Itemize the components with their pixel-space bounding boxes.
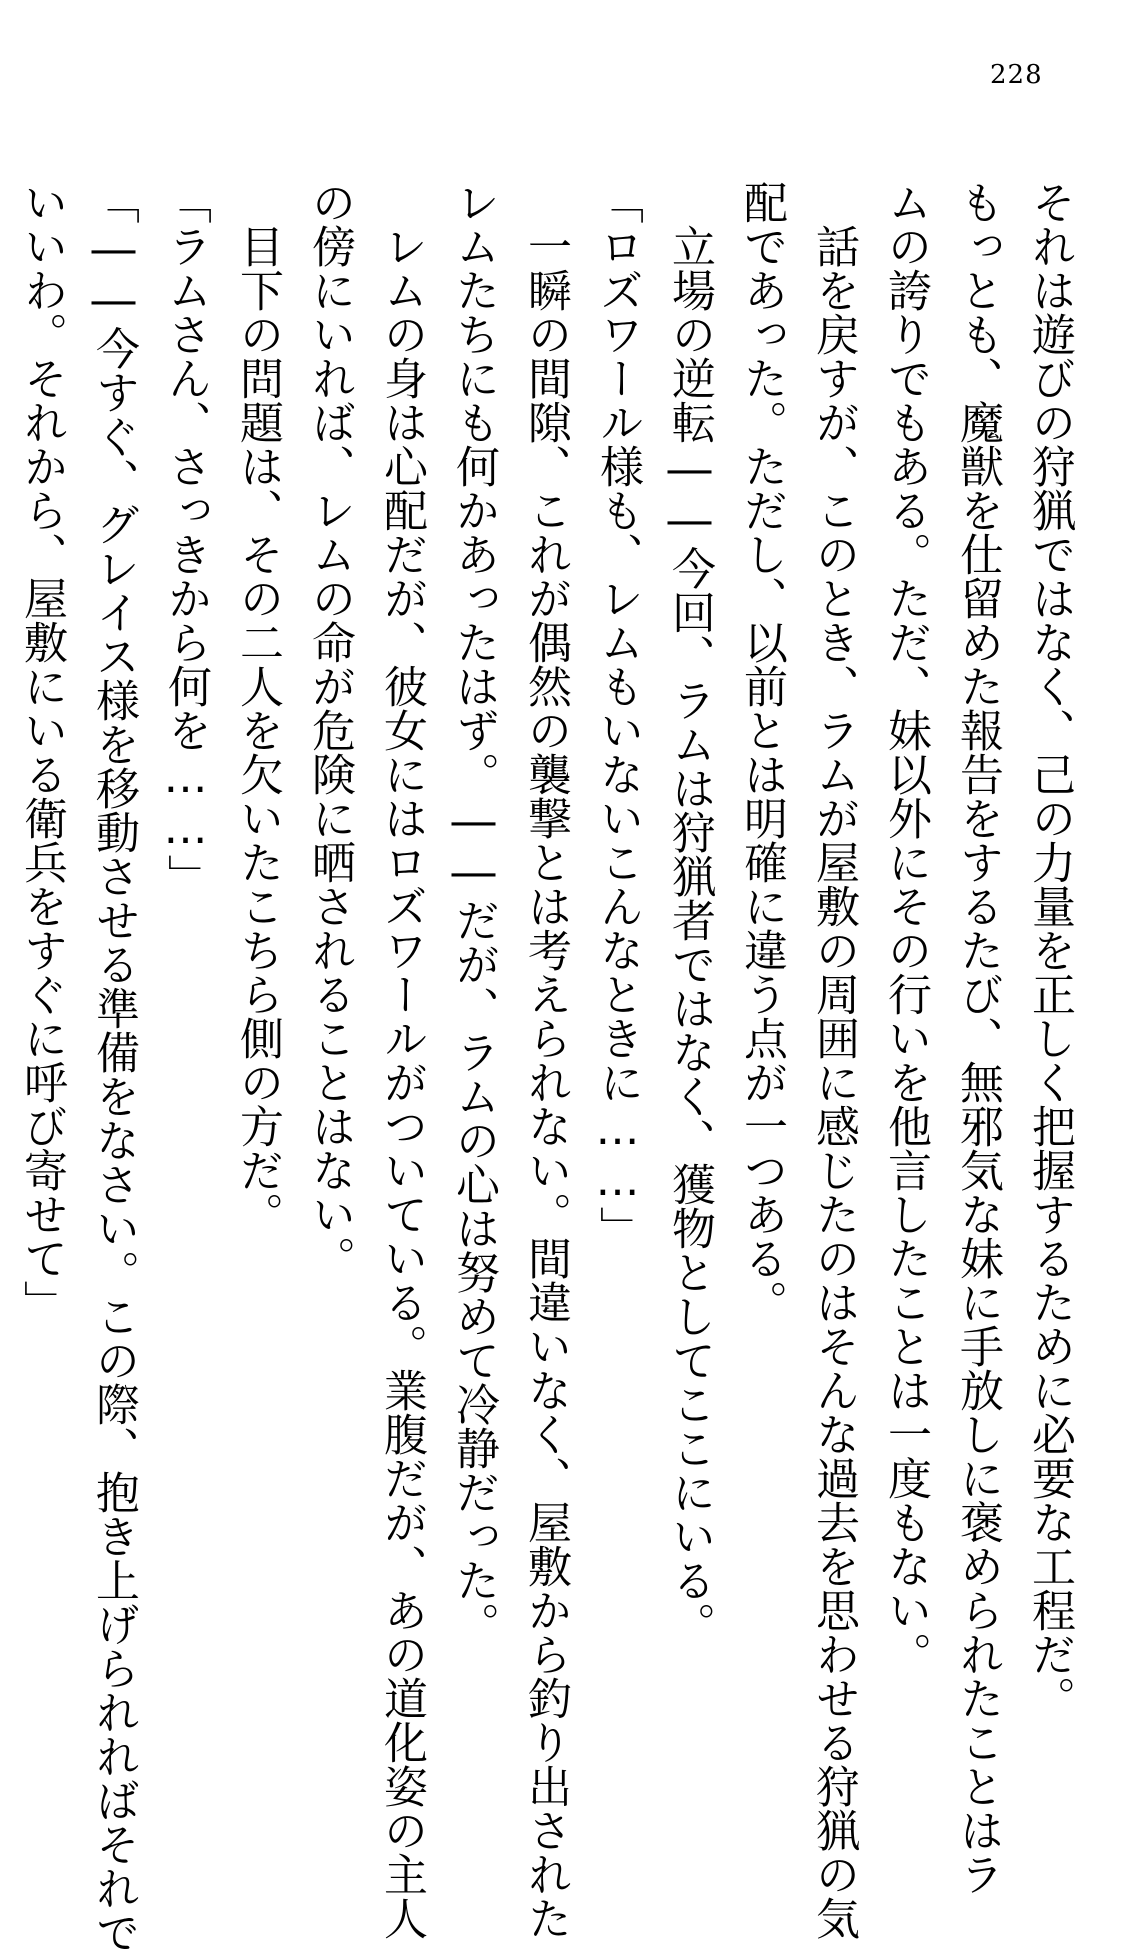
text-line: 配であった。ただし、以前とは明確に違う点が一つある。	[736, 180, 787, 1324]
text-line: レムたちにも何かあったはず。――だが、ラムの心は努めて冷静だった。	[448, 180, 499, 1646]
text-line: 「ラムさん、さっきから何を……」	[160, 180, 211, 898]
text-line: レムの身は心配だが、彼女にはロズワールがついている。業腹だが、あの道化姿の主人	[376, 180, 427, 1940]
text-line: 目下の問題は、その二人を欠いたこちら側の方だ。	[232, 180, 283, 1236]
text-line: ムの誇りでもある。ただ、妹以外にその行いを他言したことは一度もない。	[880, 180, 931, 1676]
text-line: 「ロズワール様も、レムもいないこんなときに……」	[592, 180, 643, 1250]
vertical-text-body	[0, 180, 1085, 1954]
text-line: 「――今すぐ、グレイス様を移動させる準備をなさい。この際、抱き上げられればそれで	[88, 180, 139, 1954]
text-line: 一瞬の間隙、これが偶然の襲撃とは考えられない。間違いなく、屋敷から釣り出された	[520, 180, 571, 1940]
text-line: の傍にいれば、レムの命が危険に晒されることはない。	[304, 180, 355, 1280]
text-line: 立場の逆転――今回、ラムは狩猟者ではなく、獲物としてここにいる。	[664, 180, 715, 1646]
text-line: それは遊びの狩猟ではなく、己の力量を正しく把握するために必要な工程だ。	[1024, 180, 1075, 1720]
text-line: 話を戻すが、このとき、ラムが屋敷の周囲に感じたのはそんな過去を思わせる狩猟の気	[808, 180, 859, 1940]
text-line: もっとも、魔獣を仕留めた報告をするたび、無邪気な妹に手放しに褒められたことはラ	[952, 180, 1003, 1896]
page-number: 228	[990, 60, 1043, 90]
text-line: いいわ。それから、屋敷にいる衛兵をすぐに呼び寄せて」	[16, 180, 67, 1324]
